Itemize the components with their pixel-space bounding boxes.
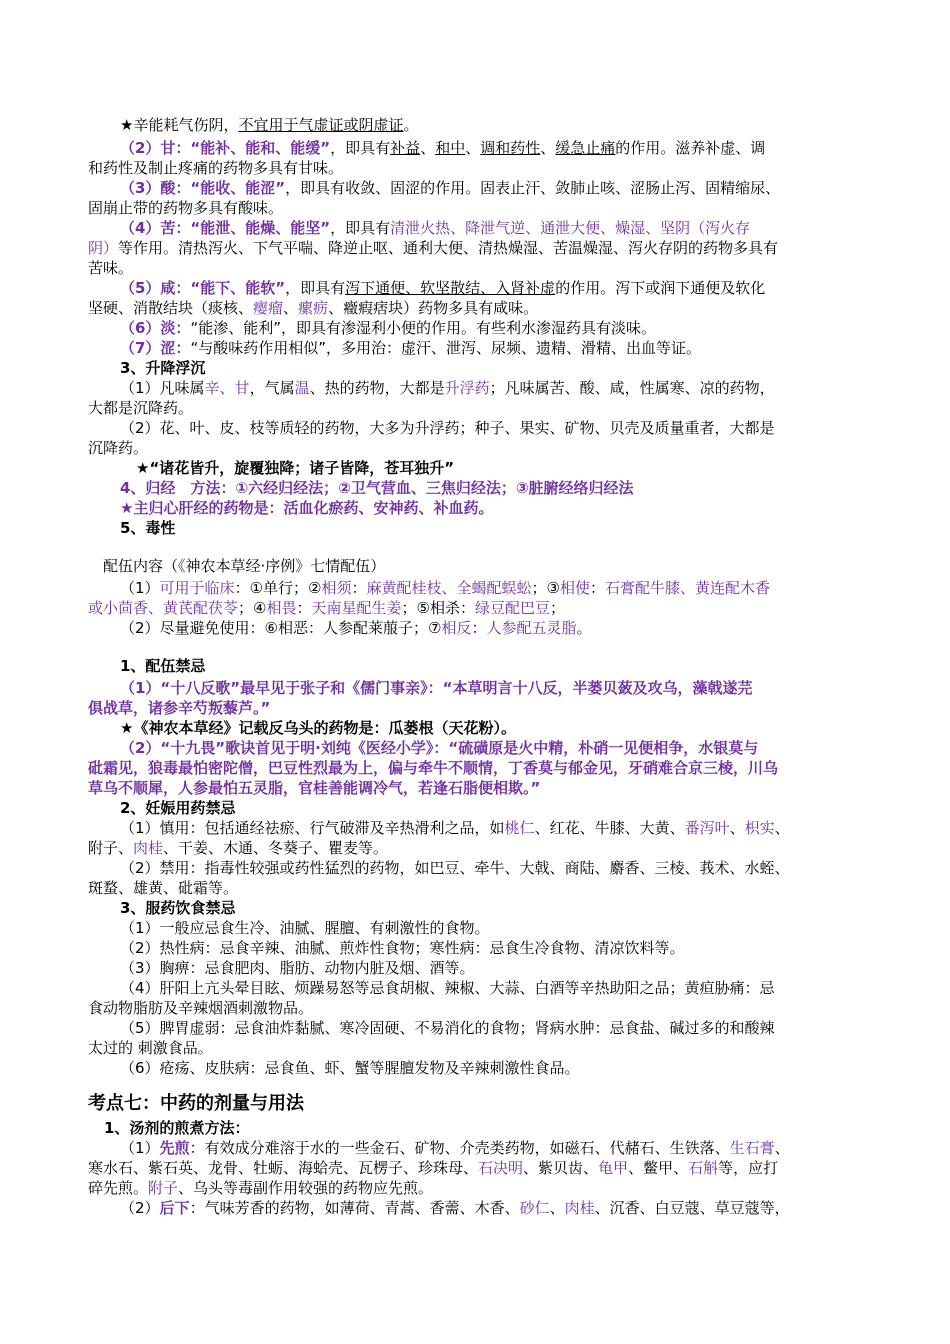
line-8: 苦味。 [88, 259, 134, 277]
line-40: （2）热性病：忌食辛辣、油腻、煎炸性食物；寒性病：忌食生冷食物、清凉饮料等。 [120, 939, 685, 957]
line-20: ★主归心肝经的药物是：活血化瘀药、安神药、补血药。 [120, 499, 494, 517]
line-12: （7）涩：“与酸味药作用相似”，多用治：虚汗、泄泻、尿频、遗精、滑精、出血等证。 [120, 339, 701, 357]
line-32: 草乌不顺犀，人参最怕五灵脂，官桂善能调冷气，若逢石脂便相欺。” [88, 779, 541, 797]
line-39: （1）一般应忌食生冷、油腻、腥膻、有刺激性的食物。 [120, 919, 490, 937]
line-26: 1、配伍禁忌 [120, 657, 206, 675]
line-35: 附子、肉桂、干姜、木通、冬葵子、瞿麦等。 [88, 839, 389, 857]
line-51: 碎先煎。附子、乌头等毒副作用较强的药物应先煎。 [88, 1179, 434, 1197]
line-38: 3、服药饮食禁忌 [120, 899, 236, 917]
line-7: 阴）等作用。清热泻火、下气平喘、降逆止呕、通利大便、清热燥湿、苦温燥湿、泻火存阴的药物多具有 [88, 239, 779, 257]
line-31: 砒霜见，狼毒最怕密陀僧，巴豆性烈最为上，偏与牵牛不顺情，丁香莫与郁金见，牙硝难合京三棱，川乌 [88, 759, 779, 777]
line-6: （4）苦：“能泄、能燥、能坚”，即具有清泄火热、降泄气逆、通泄大便、燥湿、坚阴（泻火存 [120, 219, 751, 237]
line-44: （5）脾胃虚弱：忌食油炸黏腻、寒冷固硬、不易消化的食物；肾病水肿：忌食盐、碱过多的和酸辣 [120, 1019, 775, 1037]
line-49: （1）先煎：有效成分难溶于水的一些金石、矿物、介壳类药物，如磁石、代赭石、生铁落、生石膏、 [120, 1139, 790, 1157]
line-46: （6）疮疡、皮肤病：忌食鱼、虾、蟹等腥膻发物及辛辣刺激性食品。 [120, 1059, 580, 1077]
section-heading: 考点七：中药的剂量与用法 [88, 1093, 304, 1114]
line-1: ★辛能耗气伤阴，不宜用于气虚证或阴虚证。 [120, 116, 419, 134]
line-25: （2）尽量避免使用：⑥相恶：人参配莱菔子；⑦相反：人参配五灵脂。 [120, 619, 592, 637]
line-29: ★《神农本草经》记载反乌头的药物是：瓜蒌根（天花粉）。 [120, 719, 516, 737]
line-23: （1）可用于临床：①单行；②相须：麻黄配桂枝、全蝎配蜈蚣；③相使：石膏配牛膝、黄连配木香 [120, 579, 771, 597]
line-9: （5）咸：“能下、能软”，即具有泻下通便、软坚散结、入肾补虚的作用。泻下或润下通便及软化 [120, 279, 766, 297]
line-27: （1）“十八反歌”最早见于张子和《儒门事亲》：“本草明言十八反，半蒌贝蔹及攻乌，藻戟遂芫 [120, 679, 753, 697]
line-43: 食动物脂肪及辛辣烟酒刺激物品。 [88, 999, 314, 1017]
line-52: （2）后下：气味芳香的药物，如薄荷、青蒿、香薷、木香、砂仁、肉桂、沉香、白豆蔻、草豆蔻等， [120, 1199, 790, 1217]
line-11: （6）淡：“能渗、能利”，即具有渗湿利小便的作用。有些利水渗湿药具有淡味。 [120, 319, 656, 337]
line-36: （2）禁用：指毒性较强或药性猛烈的药物，如巴豆、牵牛、大戟、商陆、麝香、三棱、莪术、水蛭、 [120, 859, 790, 877]
line-18: ★“诸花皆升，旋覆独降；诸子皆降，苍耳独升” [136, 459, 455, 477]
line-22: 配伍内容（《神农本草经·序例》七情配伍） [103, 557, 386, 575]
line-16: （2）花、叶、皮、枝等质轻的药物，大多为升浮药；种子、果实、矿物、贝壳及质量重者，大都是 [120, 419, 775, 437]
line-28: 俱战草，诸参辛芍叛藜芦。” [88, 699, 271, 717]
line-30: （2）“十九畏”歌诀首见于明·刘纯《医经小学》：“硫磺原是火中精，朴硝一见便相争，水银莫与 [120, 739, 759, 757]
line-2: （2）甘：“能补、能和、能缓”，即具有补益、和中、调和药性、缓急止痛的作用。滋养补虚、调 [120, 139, 766, 157]
line-48: 1、汤剂的煎煮方法： [104, 1119, 250, 1137]
line-17: 沉降药。 [88, 439, 149, 457]
line-45: 太过的 刺激食品。 [88, 1039, 213, 1057]
line-41: （3）胸痹：忌食肥肉、脂肪、动物内脏及烟、酒等。 [120, 959, 475, 977]
line-5: 固崩止带的药物多具有酸味。 [88, 199, 284, 217]
line-24: 或小茴香、黄芪配茯苓；④相畏：天南星配生姜；⑤相杀：绿豆配巴豆； [88, 599, 565, 617]
line-15: 大都是沉降药。 [88, 399, 194, 417]
line-34: （1）慎用：包括通经祛瘀、行气破滞及辛热滑利之品，如桃仁、红花、牛膝、大黄、番泻叶、枳实、 [120, 819, 790, 837]
line-50: 寒水石、紫石英、龙骨、牡蛎、海蛤壳、瓦楞子、珍珠母、石决明、紫贝齿、龟甲、鳖甲、石斛等，应打 [88, 1159, 779, 1177]
line-13: 3、升降浮沉 [120, 359, 206, 377]
line-19: 4、归经 方法：①六经归经法；②卫气营血、三焦归经法；③脏腑经络归经法 [120, 479, 634, 497]
line-4: （3）酸：“能收、能涩”，即具有收敛、固涩的作用。固表止汗、敛肺止咳、涩肠止泻、固精缩尿、 [120, 179, 781, 197]
line-37: 斑蝥、雄黄、砒霜等。 [88, 879, 239, 897]
line-21: 5、毒性 [120, 519, 176, 537]
line-33: 2、妊娠用药禁忌 [120, 799, 236, 817]
line-3: 和药性及制止疼痛的药物多具有甘味。 [88, 159, 344, 177]
line-42: （4）肝阳上亢头晕目眩、烦躁易怒等忌食胡椒、辣椒、大蒜、白酒等辛热助阳之品；黄疸胁痛：忌 [120, 979, 775, 997]
line-10: 坚硬、消散结块（痰核、瘿瘤、瘰疬、癥瘕痞块）药物多具有咸味。 [88, 299, 539, 317]
line-14: （1）凡味属辛、甘，气属温、热的药物，大都是升浮药；凡味属苦、酸、咸，性属寒、凉的药物， [120, 379, 775, 397]
